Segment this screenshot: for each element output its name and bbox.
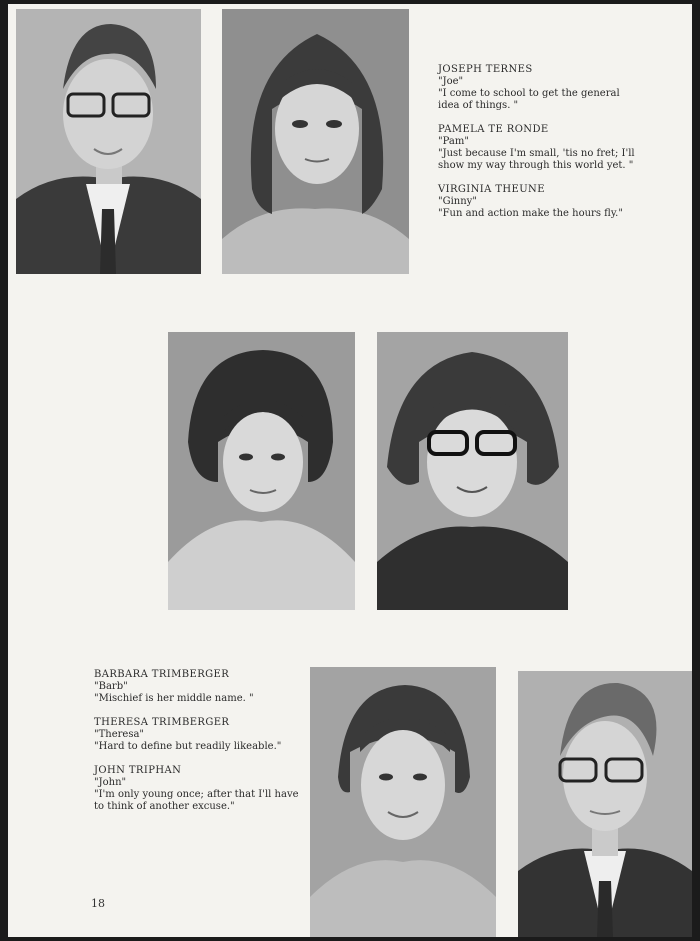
portrait-virginia-theune xyxy=(168,332,355,610)
portrait-barbara-trimberger xyxy=(377,332,568,610)
top-captions xyxy=(438,64,638,232)
student-nickname: "Barb" xyxy=(94,681,128,692)
portrait-pamela-te-ronde xyxy=(222,9,409,274)
student-nickname: "Theresa" xyxy=(94,729,145,740)
student-quote: "I come to school to get the general idea of things. " xyxy=(438,88,620,111)
caption-entry xyxy=(438,64,638,112)
caption-entry xyxy=(94,765,304,813)
caption-entry xyxy=(94,669,304,705)
bottom-captions xyxy=(94,669,304,825)
student-quote: "Hard to define but readily likeable." xyxy=(94,741,282,752)
student-quote: "I'm only young once; after that I'll have to think of another excuse." xyxy=(94,789,299,812)
caption-entry xyxy=(438,184,638,220)
page-number: 18 xyxy=(91,897,105,910)
student-name: THERESA TRIMBERGER xyxy=(94,717,230,728)
student-name: JOHN TRIPHAN xyxy=(94,765,182,776)
student-nickname: "Pam" xyxy=(438,136,469,147)
student-nickname: "Ginny" xyxy=(438,196,477,207)
portrait-joseph-ternes xyxy=(16,9,201,274)
caption-entry xyxy=(94,717,304,753)
student-name: VIRGINIA THEUNE xyxy=(438,184,545,195)
student-quote: "Mischief is her middle name. " xyxy=(94,693,254,704)
portrait-john-triphan xyxy=(518,671,692,937)
student-name: BARBARA TRIMBERGER xyxy=(94,669,230,680)
portrait-theresa-trimberger xyxy=(310,667,496,937)
student-nickname: "Joe" xyxy=(438,76,464,87)
student-quote: "Just because I'm small, 'tis no fret; I'll show my way through this world yet. " xyxy=(438,148,635,171)
student-nickname: "John" xyxy=(94,777,127,788)
yearbook-page xyxy=(8,4,692,937)
student-quote: "Fun and action make the hours fly." xyxy=(438,208,623,219)
caption-entry xyxy=(438,124,638,172)
student-name: PAMELA TE RONDE xyxy=(438,124,549,135)
student-name: JOSEPH TERNES xyxy=(438,64,533,75)
